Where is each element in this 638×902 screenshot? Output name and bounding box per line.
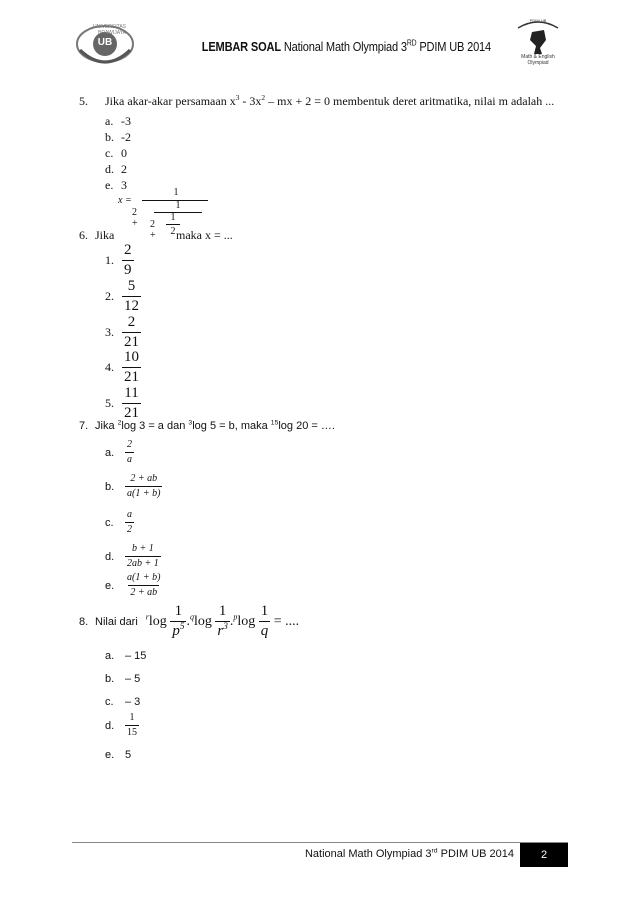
q8-option-label: b. (105, 673, 115, 685)
q6-formula-two-1: 2 + (132, 207, 138, 229)
q8-p-exp: 5 (179, 622, 185, 632)
q7-option-den: 2 (127, 524, 132, 535)
q6-option-fraction (122, 243, 134, 278)
q6-lead: Jika (95, 228, 115, 242)
question-6 (79, 228, 339, 243)
q6-formula-num-3: 1 (170, 212, 176, 223)
q6-option-fraction (122, 279, 141, 314)
page-title (201, 38, 492, 54)
q5-option-label: d. (105, 162, 114, 176)
q7-option-num: 2 (127, 439, 132, 450)
q8-option-value: – 15 (125, 650, 147, 662)
title-end: PDIM UB 2014 (419, 39, 492, 54)
q8-base-p: p (233, 612, 238, 622)
q8-log-2: log (193, 613, 212, 629)
question-8 (79, 604, 299, 639)
q8-dot-1: . (186, 613, 190, 629)
q6-option-den: 21 (124, 405, 139, 421)
page-number: 2 (520, 843, 568, 867)
q8-option-b[interactable] (105, 673, 185, 685)
q6-option-num: 2 (124, 242, 132, 258)
q6-formula-num-2: 1 (175, 200, 181, 211)
q7-option-den: a(1 + b) (127, 488, 161, 499)
q8-p: p (172, 623, 180, 639)
q6-option-label: 4. (105, 360, 114, 374)
q8-lead: Nilai dari (95, 615, 138, 628)
olympiad-logo-top: PDIM UB (529, 18, 547, 23)
q8-equals: = .... (273, 613, 300, 629)
q7-option-label: e. (105, 579, 115, 592)
title-bold: LEMBAR SOAL (201, 39, 281, 54)
footer-text-b: PDIM UB 2014 (437, 848, 514, 860)
q7-option-fraction (125, 474, 162, 499)
q6-number: 6. (79, 228, 88, 242)
q6-option-label: 1. (105, 253, 114, 267)
q6-tail: maka x = ... (176, 228, 233, 242)
q6-option-num: 2 (127, 314, 136, 330)
q8-option-d[interactable] (105, 713, 185, 738)
q7-option-num: a(1 + b) (127, 572, 161, 583)
q7-base-2: 2 (117, 419, 122, 427)
q6-option-den: 12 (124, 298, 139, 314)
q5-option-label: e. (105, 178, 114, 192)
footer-text-a: National Math Olympiad 3 (304, 848, 432, 860)
q6-option-fraction (122, 350, 141, 385)
q8-option-a[interactable] (105, 650, 185, 662)
q5-option-d[interactable] (105, 161, 131, 177)
q7-option-d[interactable] (105, 544, 225, 569)
q6-option-4[interactable] (105, 350, 165, 385)
q7-option-b[interactable] (105, 474, 225, 499)
q6-option-1[interactable] (105, 243, 165, 278)
olympiad-logo-line1: Math & English (521, 54, 555, 60)
q8-r-exp: 3 (223, 622, 228, 632)
q5-option-value: -3 (121, 114, 131, 128)
q5-text-b: - 3x (239, 94, 262, 108)
q6-option-label: 3. (105, 325, 114, 339)
q8-fraction-1-den (170, 621, 186, 639)
q8-fraction-2-den (215, 621, 230, 639)
q6-formula-den-3: 2 (170, 226, 176, 237)
q8-number: 8. (79, 615, 89, 628)
q8-option-value: – 3 (125, 696, 141, 708)
q8-option-c[interactable] (105, 696, 185, 708)
q8-r: r (217, 623, 224, 639)
q7-option-a[interactable] (105, 440, 225, 465)
q7-option-label: a. (105, 446, 115, 459)
q5-text-a: Jika akar-akar persamaan x (105, 94, 236, 108)
title-rest: National Math Olympiad 3 (283, 39, 407, 54)
q6-formula-bar-2 (154, 212, 202, 213)
q6-formula-lhs: x = (118, 195, 132, 206)
q8-fraction-2-num: 1 (218, 603, 227, 619)
q8-option-den: 15 (127, 727, 137, 738)
q6-option-den: 21 (124, 369, 139, 385)
q5-option-e[interactable] (105, 177, 131, 193)
q7-option-label: d. (105, 550, 115, 563)
q5-option-value: 3 (121, 178, 127, 192)
q6-formula-two-2: 2 + (150, 219, 156, 241)
footer-sup: rd (431, 847, 438, 855)
q8-option-label: a. (105, 650, 115, 662)
q8-expression (145, 603, 300, 639)
q8-option-fraction (125, 713, 139, 738)
q6-option-2[interactable] (105, 279, 165, 314)
q7-base-15: 15 (270, 419, 279, 427)
q8-option-value: – 5 (125, 673, 141, 685)
q8-option-label: d. (105, 719, 115, 732)
q6-option-den: 9 (124, 262, 132, 278)
q6-formula-bar-3 (166, 224, 180, 225)
q8-option-label: e. (105, 749, 115, 761)
q8-fraction-1-num: 1 (174, 603, 183, 619)
q5-option-c[interactable] (105, 145, 131, 161)
footer-text (270, 848, 514, 860)
q7-option-e[interactable] (105, 573, 225, 598)
q7-option-num: b + 1 (132, 543, 154, 554)
q8-base-r: r (145, 612, 149, 622)
q7-option-fraction (125, 544, 161, 569)
ub-logo-label (84, 24, 126, 36)
q5-options (105, 113, 131, 193)
q6-option-num: 5 (127, 278, 136, 294)
q8-option-num: 1 (129, 712, 135, 723)
olympiad-logo-line2: Olympiad (527, 60, 549, 66)
q7-option-label: c. (105, 516, 114, 529)
q7-number: 7. (79, 420, 89, 432)
q8-log-3: log (237, 613, 256, 629)
q6-option-3[interactable] (105, 315, 165, 350)
ub-logo-mark: UB (97, 37, 113, 48)
question-5 (79, 94, 554, 109)
q7-option-c[interactable] (105, 510, 225, 535)
q5-sup-a: 3 (235, 93, 240, 102)
q6-option-num: 11 (124, 385, 139, 401)
q6-option-num: 10 (124, 349, 139, 365)
q6-option-fraction (122, 315, 141, 350)
q5-option-value: 2 (121, 162, 127, 176)
title-sup: RD (406, 38, 417, 48)
q6-option-fraction (122, 386, 141, 421)
question-7 (79, 420, 335, 432)
q6-formula-num-1: 1 (173, 187, 179, 198)
q5-option-label: a. (105, 114, 114, 128)
q7-option-label: b. (105, 480, 115, 493)
q8-fraction-3 (259, 604, 271, 639)
q8-log-1: log (148, 613, 167, 629)
q6-option-5[interactable] (105, 386, 165, 421)
q7-text-2: log 3 = a dan (121, 420, 189, 432)
q7-base-3: 3 (188, 419, 193, 427)
q5-option-label: b. (105, 130, 114, 144)
q8-base-q: q (189, 612, 194, 622)
q8-fraction-3-den: q (260, 623, 269, 639)
q7-option-den: 2 + ab (130, 587, 158, 598)
q6-option-label: 2. (105, 289, 114, 303)
q8-dot-2: . (229, 613, 234, 629)
q5-option-b[interactable] (105, 129, 131, 145)
q7-text-3: log 5 = b, maka (192, 420, 271, 432)
q8-fraction-3-num: 1 (260, 603, 269, 619)
q7-option-den: 2ab + 1 (127, 558, 159, 569)
q8-fraction-2 (215, 604, 230, 639)
q6-option-label: 5. (105, 396, 114, 410)
q8-option-label: c. (105, 696, 114, 708)
q8-option-value: 5 (125, 749, 132, 761)
q7-option-fraction (125, 510, 134, 535)
q6-option-den: 21 (124, 334, 139, 350)
q8-option-e[interactable] (105, 749, 185, 761)
footer-rule (72, 842, 568, 843)
q7-option-fraction (125, 440, 134, 465)
q7-text-4: log 20 = …. (278, 420, 335, 432)
q5-option-a[interactable] (105, 113, 131, 129)
q8-fraction-1 (170, 604, 186, 639)
q5-option-value: -2 (121, 130, 131, 144)
q7-option-num: 2 + ab (130, 473, 158, 484)
q5-sup-b: 2 (261, 93, 266, 102)
q5-number: 5. (79, 94, 88, 108)
ub-logo-name: UNIVERSITAS BRAWIJAYA (93, 24, 126, 36)
q7-option-num: a (127, 509, 132, 520)
q7-option-fraction (125, 573, 162, 598)
q7-option-den: a (127, 454, 132, 465)
q5-text-c: – mx + 2 = 0 membentuk deret aritmatika, nilai m adalah ... (265, 94, 555, 108)
q5-option-label: c. (105, 146, 114, 160)
q5-option-value: 0 (121, 146, 127, 160)
q7-text-1: Jika (95, 420, 118, 432)
